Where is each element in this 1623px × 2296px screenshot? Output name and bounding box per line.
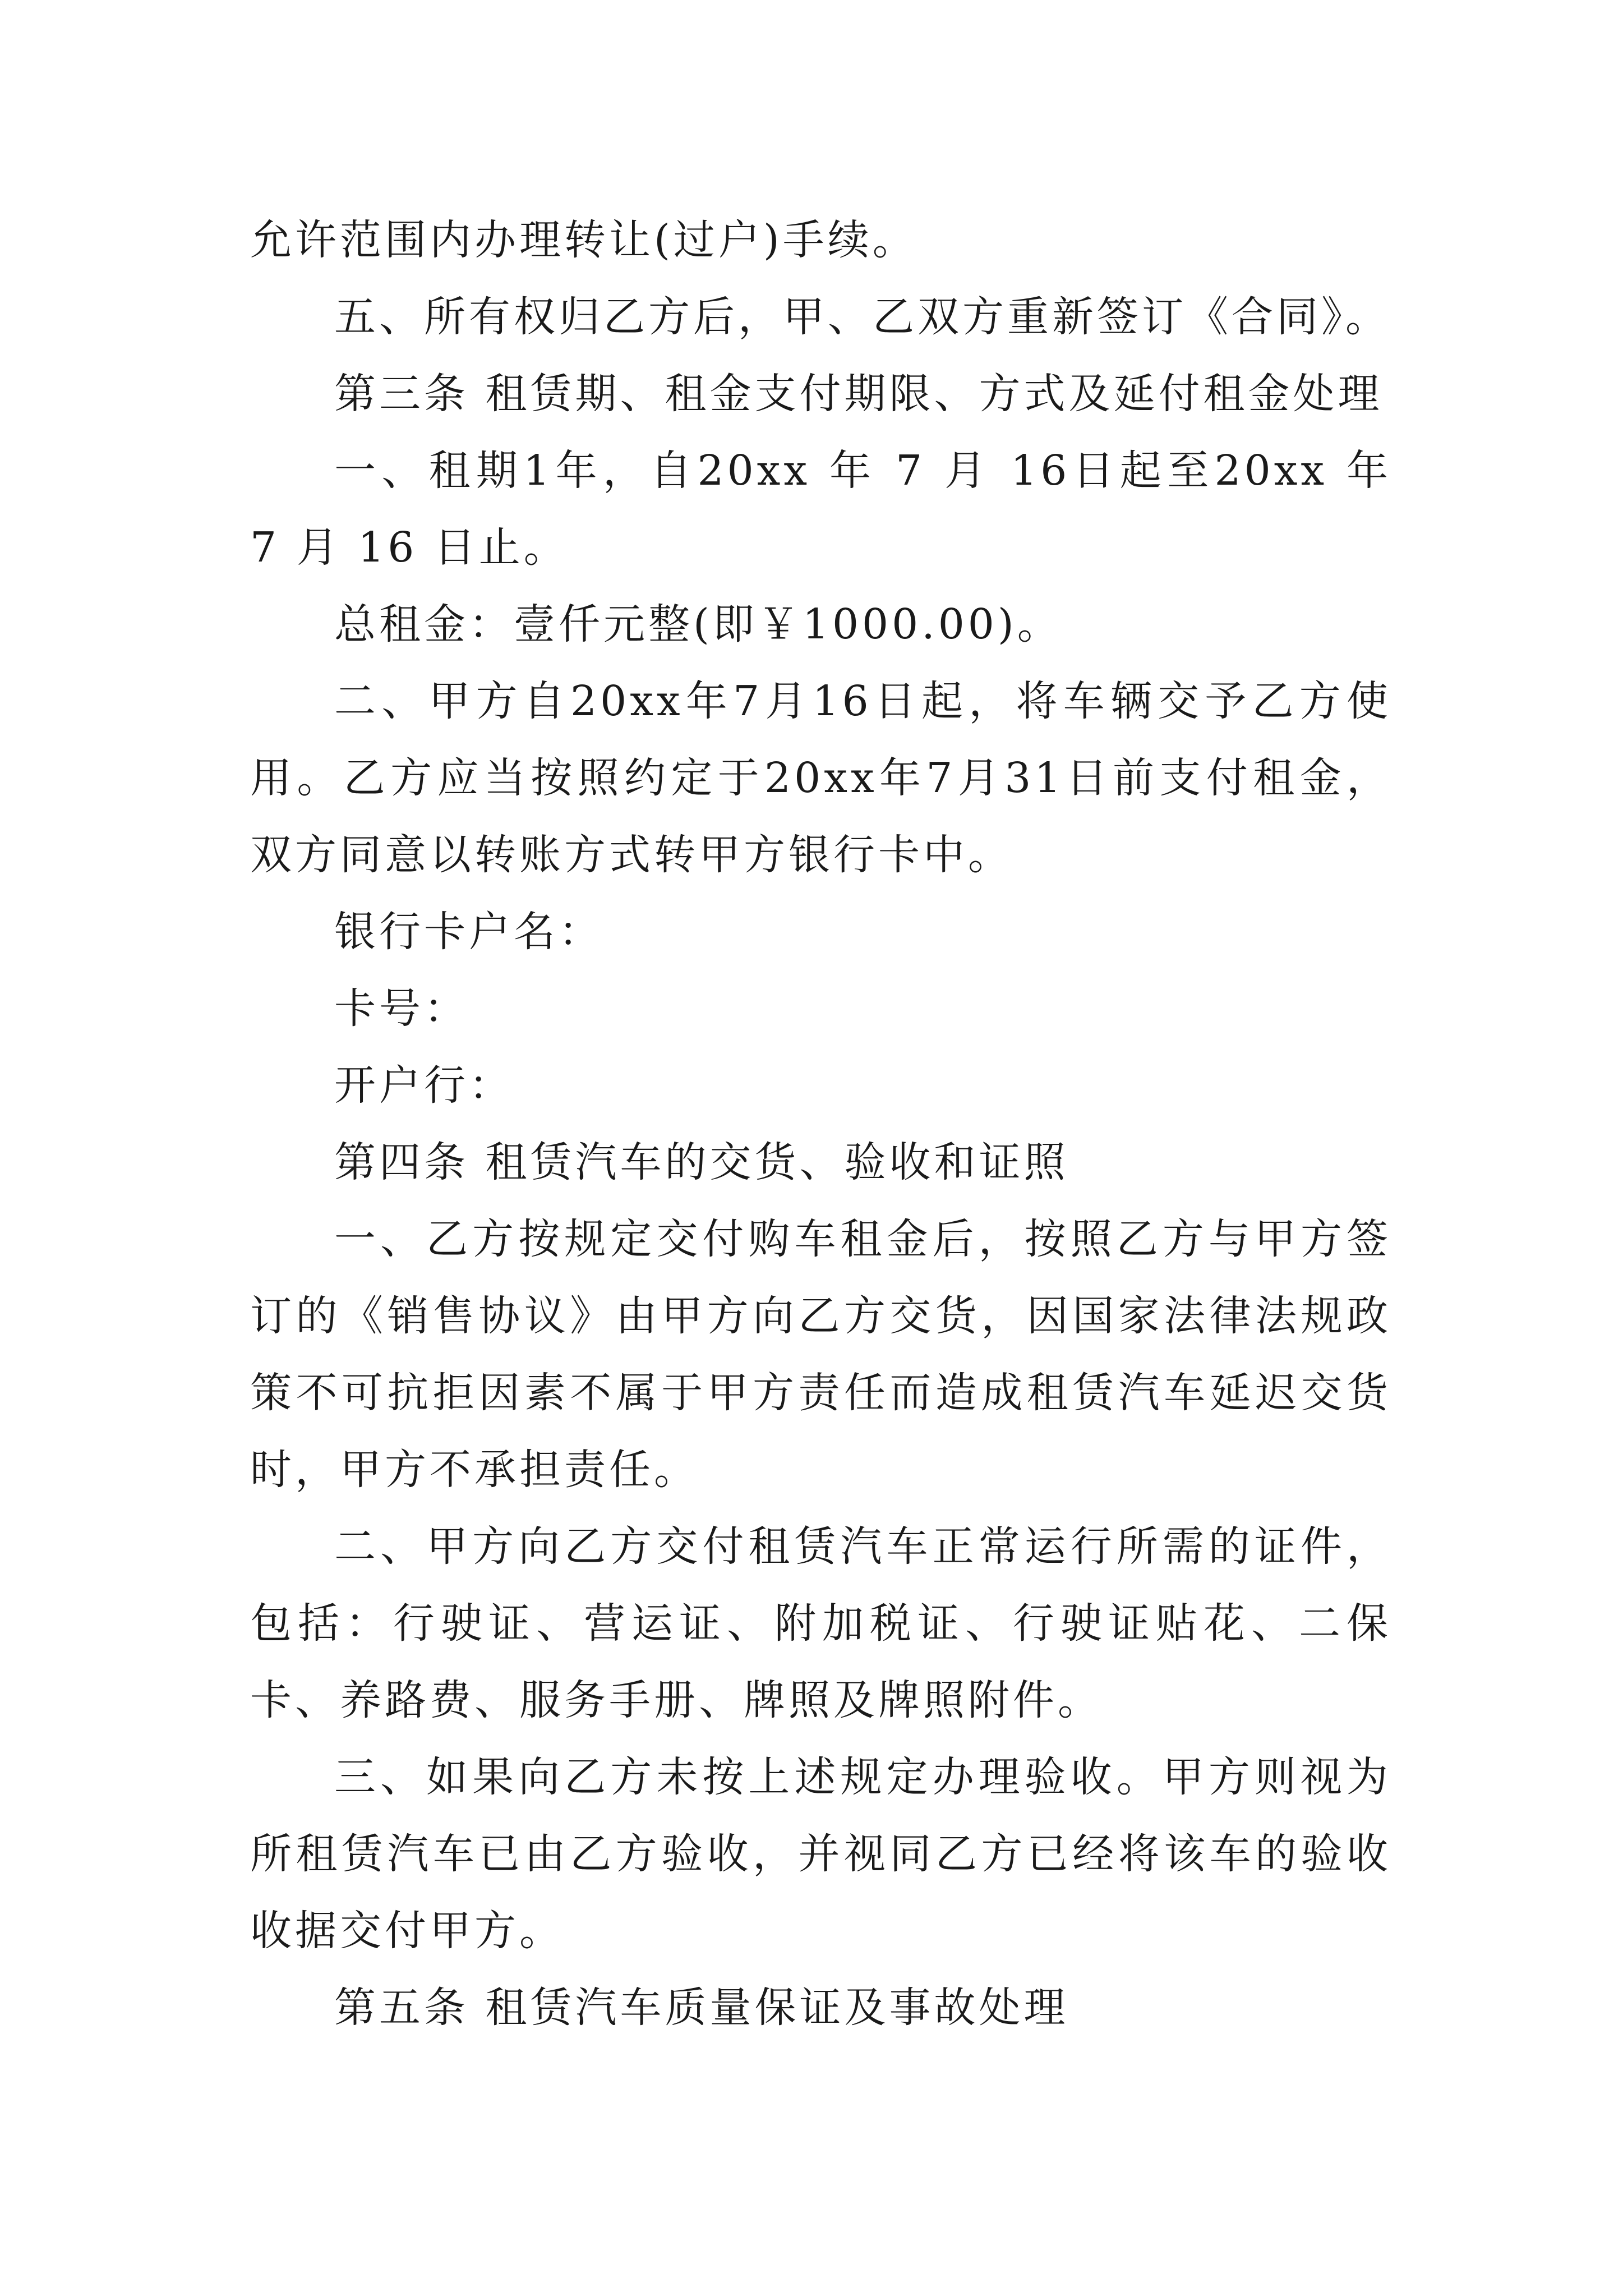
heading-article-3: 第三条 租赁期、租金支付期限、方式及延付租金处理: [334, 370, 1383, 418]
paragraph-documents: 二、甲方向乙方交付租赁汽车正常运行所需的证件，包括：行驶证、营运证、附加税证、行驶证贴花、二保卡、养路费、服务手册、牌照及牌照附件。: [250, 1522, 1391, 1724]
field-opening-bank: 开户行：: [334, 1061, 514, 1110]
paragraph-delivery: 一、乙方按规定交付购车租金后，按照乙方与甲方签订的《销售协议》由甲方向乙方交货，因国家法律法规政策不可抗拒因素不属于甲方责任而造成租赁汽车延迟交货时，甲方不承担责任。: [250, 1215, 1391, 1494]
field-bank-account-name: 银行卡户名：: [334, 908, 603, 956]
heading-article-4: 第四条 租赁汽车的交货、验收和证照: [334, 1138, 1069, 1186]
paragraph-total-rent: 总租金：壹仟元整(即￥1000.00)。: [334, 600, 1062, 648]
document-body: [250, 202, 1391, 2046]
paragraph-transfer-procedure: 允许范围内办理转让(过户)手续。: [250, 216, 917, 264]
heading-article-5: 第五条 租赁汽车质量保证及事故处理: [334, 1984, 1069, 2032]
paragraph-acceptance: 三、如果向乙方未按上述规定办理验收。甲方则视为所租赁汽车已由乙方验收，并视同乙方已经将该车的验收收据交付甲方。: [250, 1753, 1391, 1955]
paragraph-lease-term: 一、租期1年，自20xx 年 7 月 16日起至20xx 年 7 月 16 日止。: [250, 447, 1391, 572]
paragraph-ownership-contract: 五、所有权归乙方后，甲、乙双方重新签订《合同》。: [334, 293, 1390, 341]
paragraph-payment: 二、甲方自20xx年7月16日起，将车辆交予乙方使用。乙方应当按照约定于20xx年7月31日前支付租金，双方同意以转账方式转甲方银行卡中。: [250, 677, 1391, 879]
field-card-number: 卡号：: [334, 984, 469, 1033]
